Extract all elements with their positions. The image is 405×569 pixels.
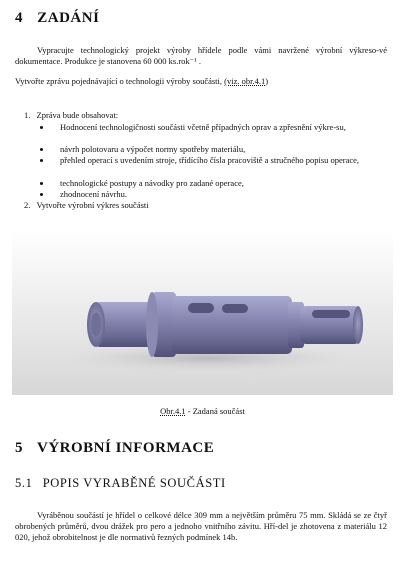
bullet-text: přehled operací s uvedením stroje, třídícího čísla pracoviště a stručného popisu operace, bbox=[60, 155, 360, 165]
section-5-1-title: POPIS VYRABĚNÉ SOUČÁSTI bbox=[42, 476, 226, 490]
figure-reference-link[interactable]: (viz. obr.4.1) bbox=[224, 76, 269, 86]
section-5-1-paragraph: Vyráběnou součástí je hřídel o celkové délce 309 mm a největším průměru 75 mm. Skládá se ze čtyř obrobených průměrů, dvou drážek pro pero a jednoho vnitřního závitu. Hří-del je zhotovena z materiálu 12 020, jehož obrobitelnost je dle normativů řezných podmínek 14b. bbox=[15, 510, 387, 542]
figure-caption bbox=[0, 406, 405, 416]
bullet-text: Hodnocení technologičnosti součásti včetně případných oprav a zpřesnění výkre-su, bbox=[60, 122, 346, 132]
bullet-item bbox=[40, 155, 385, 166]
shaft-illustration bbox=[12, 230, 393, 395]
intro-paragraph-2-text: Vytvořte zprávu pojednávající o technologii výroby součásti, bbox=[15, 76, 225, 86]
list-item-1-label: Zpráva bude obsahovat: bbox=[36, 110, 119, 120]
bullet-text: technologické postupy a návodky pro zadané operace, bbox=[60, 178, 244, 188]
bullet-text: zhodnocení návrhu. bbox=[60, 189, 128, 199]
bullet-dot-icon bbox=[40, 193, 43, 196]
section-5-title: VÝROBNÍ INFORMACE bbox=[36, 440, 215, 456]
section-4-number: 4 bbox=[15, 10, 23, 26]
bullet-dot-icon bbox=[40, 159, 43, 162]
figure-caption-ref: Obr.4.1 bbox=[160, 406, 186, 416]
section-4-title: ZADÁNÍ bbox=[37, 10, 100, 26]
bullet-dot-icon bbox=[40, 126, 43, 129]
section-5-heading bbox=[15, 440, 214, 457]
bullet-dot-icon bbox=[40, 182, 43, 185]
bullet-item bbox=[40, 122, 385, 133]
list-item-1-number: 1. bbox=[24, 110, 31, 120]
section-4-heading bbox=[15, 10, 99, 27]
list-item-2-label: Vytvořte výrobní výkres součásti bbox=[36, 200, 149, 210]
bullet-item bbox=[40, 189, 385, 200]
bullet-dot-icon bbox=[40, 148, 43, 151]
bullet-item bbox=[40, 144, 385, 155]
list-item-1 bbox=[24, 110, 118, 121]
intro-paragraph-2 bbox=[15, 76, 268, 87]
intro-paragraph: Vypracujte technologický projekt výroby hřídele podle vámi navržené výrobní výkreso-vé dokumentace. Produkce je stanovena 60 000 ks.rok⁻¹ . bbox=[15, 45, 387, 66]
list-item-2 bbox=[24, 200, 149, 211]
section-5-number: 5 bbox=[15, 440, 23, 456]
figure-caption-text: - Zadaná součást bbox=[187, 406, 245, 416]
list-item-2-number: 2. bbox=[24, 200, 31, 210]
section-5-1-number: 5.1 bbox=[15, 476, 33, 490]
section-5-1-heading bbox=[15, 476, 226, 491]
bullet-text: návrh polotovaru a výpočet normy spotřeby materiálu, bbox=[60, 144, 246, 154]
bullet-item bbox=[40, 178, 385, 189]
shaft-figure bbox=[12, 230, 393, 395]
